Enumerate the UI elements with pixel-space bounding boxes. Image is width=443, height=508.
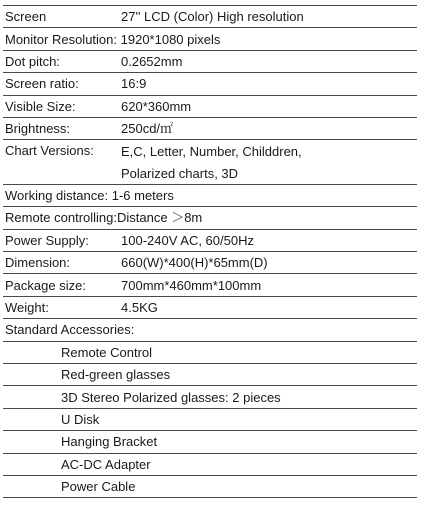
spec-label: Visible Size:: [3, 95, 115, 117]
spec-label: Remote controlling:: [5, 210, 117, 226]
spec-label: Working distance:: [5, 188, 109, 204]
spec-label: Brightness:: [3, 117, 115, 139]
accessory-row: [3, 386, 417, 408]
spec-label: Package size:: [3, 274, 115, 296]
spec-row-working-distance: [3, 184, 417, 206]
spec-value: 1920*1080 pixels: [120, 31, 221, 47]
spec-value: Distance ＞8m: [117, 210, 203, 226]
specification-table: [3, 5, 417, 498]
spec-label: Dot pitch:: [3, 50, 115, 72]
spec-value: [115, 140, 417, 185]
spec-row-package-size: [3, 274, 417, 296]
accessory-item: 3D Stereo Polarized glasses: 2 pieces: [3, 386, 417, 408]
accessory-item: Hanging Bracket: [3, 431, 417, 453]
spec-row-screen-ratio: [3, 73, 417, 95]
spec-label: Screen ratio:: [3, 73, 115, 95]
accessory-row: [3, 408, 417, 430]
spec-row-dot-pitch: [3, 50, 417, 72]
spec-label: Weight:: [3, 296, 115, 318]
spec-row-visible-size: [3, 95, 417, 117]
spec-value-line: Polarized charts, 3D: [121, 165, 239, 181]
spec-label: Dimension:: [3, 252, 115, 274]
spec-value: 660(W)*400(H)*65mm(D): [115, 252, 417, 274]
spec-value: 0.2652mm: [115, 50, 417, 72]
accessory-row: [3, 431, 417, 453]
spec-value-line: E,C, Letter, Number, Childdren,: [121, 143, 302, 159]
spec-row-remote-controlling: [3, 207, 417, 229]
spec-inline-row: [3, 207, 417, 229]
accessory-row: [3, 475, 417, 497]
accessory-item: Power Cable: [3, 475, 417, 497]
accessory-item: AC-DC Adapter: [3, 453, 417, 475]
spec-value: 100-240V AC, 60/50Hz: [115, 229, 417, 251]
spec-value: 27'' LCD (Color) High resolution: [115, 6, 417, 28]
spec-row-dimension: [3, 252, 417, 274]
spec-row-screen: [3, 6, 417, 28]
accessory-row: [3, 453, 417, 475]
spec-inline-row: [3, 28, 417, 50]
spec-label: Power Supply:: [3, 229, 115, 251]
spec-value: 620*360mm: [115, 95, 417, 117]
spec-value: 1-6 meters: [111, 188, 174, 204]
spec-label: Screen: [3, 6, 115, 28]
spec-label: Chart Versions:: [3, 140, 115, 185]
accessory-row: [3, 363, 417, 385]
accessory-item: Red-green glasses: [3, 363, 417, 385]
spec-value: 16:9: [115, 73, 417, 95]
accessory-row: [3, 341, 417, 363]
spec-value: 250cd/㎡: [115, 117, 417, 139]
spec-label: Monitor Resolution:: [5, 31, 117, 47]
spec-inline-row: [3, 184, 417, 206]
spec-row-weight: [3, 296, 417, 318]
spec-value: 4.5KG: [115, 296, 417, 318]
spec-row-chart-versions: [3, 140, 417, 185]
accessory-item: U Disk: [3, 408, 417, 430]
accessories-heading-row: [3, 319, 417, 341]
spec-row-monitor-resolution: [3, 28, 417, 50]
spec-row-power-supply: [3, 229, 417, 251]
spec-value: 700mm*460mm*100mm: [115, 274, 417, 296]
accessory-item: Remote Control: [3, 341, 417, 363]
accessories-heading: Standard Accessories:: [3, 319, 417, 341]
spec-row-brightness: [3, 117, 417, 139]
